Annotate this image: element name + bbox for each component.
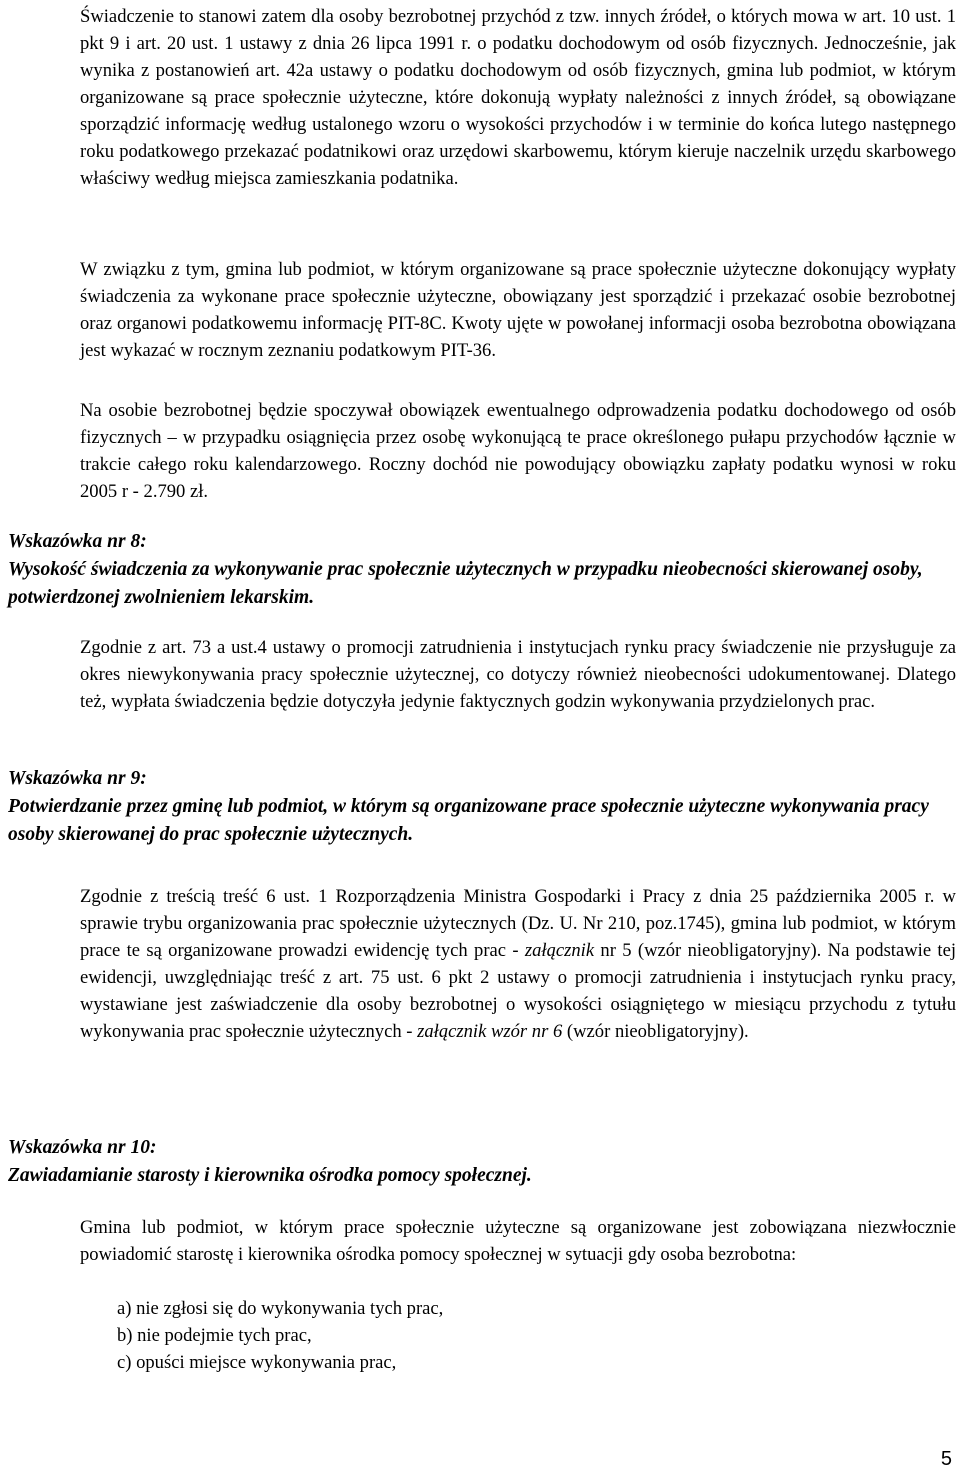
situation-list bbox=[117, 1295, 443, 1376]
paragraph-income-tax: Świadczenie to stanowi zatem dla osoby bezrobotnej przychód z tzw. innych źródeł, o których mowa w art. 10 ust. 1 pkt 9 i art. 20 ust. 1 ustawy z dnia 26 lipca 1991 r. o podatku dochodowym od osób fizycznych. Jednocześnie, jak wynika z postanowień art. 42a ustawy o podatku dochodowym od osób fizycznych, gmina lub podmiot, w którym organizowane są prace społecznie użyteczne, które dokonują wypłaty należności z innych źródeł, są obowiązane sporządzić informację według ustalonego wzoru o wysokości przychodów i w terminie do końca lutego następnego roku podatkowego przekazać podatnikowi oraz urzędowi skarbowemu, którym kieruje naczelnik urzędu skarbowego właściwy według miejsca zamieszkania podatnika. bbox=[80, 6, 956, 189]
records-text-3: (wzór nieobligatoryjny). bbox=[562, 1021, 749, 1042]
paragraph-pit-8c: W związku z tym, gmina lub podmiot, w którym organizowane są prace społecznie użyteczne dokonujący wypłaty świadczenia za wykonane prace społecznie użyteczne, obowiązany jest sporządzić i przekazać osobie bezrobotnej oraz organowi podatkowemu informację PIT-8C. Kwoty ujęte w powołanej informacji osoba bezrobotna obowiązana jest wykazać w rocznym zeznaniu podatkowym PIT-36. bbox=[80, 259, 956, 361]
hint-8-heading bbox=[8, 528, 956, 612]
attachment-6-ref: załącznik wzór nr 6 bbox=[417, 1021, 563, 1042]
paragraph-tax-obligation: Na osobie bezrobotnej będzie spoczywał obowiązek ewentualnego odprowadzenia podatku dochodowego od osób fizycznych – w przypadku osiągnięcia przez osobę wykonującą te prace określonego pułapu przychodów łącznie w trakcie całego roku kalendarzowego. Roczny dochód nie powodujący obowiązku zapłaty podatku wynosi w roku 2005 r - 2.790 zł. bbox=[80, 400, 956, 502]
list-item: c) opuści miejsce wykonywania prac, bbox=[117, 1352, 397, 1373]
hint-9-heading bbox=[8, 765, 956, 849]
hint-10-heading bbox=[8, 1134, 956, 1190]
page-number: 5 bbox=[940, 1448, 952, 1470]
records-text-2: nr 5 (wzór nieobligatoryjny). Na podstawie tej ewidencji, uwzględniając treść z art. 75 ust. 6 pkt 2 ustawy o promocji zatrudnienia i instytucjach rynku pracy, wystawiane jest zaświadczenie dla osoby bezrobotnej o wysokości osiągniętego w miesiącu przychodu z tytułu wykonywania prac społecznie użytecznych - bbox=[80, 940, 956, 1042]
hint-9-label: Wskazówka nr 9: bbox=[8, 768, 147, 789]
list-item: b) nie podejmie tych prac, bbox=[117, 1325, 312, 1346]
hint-10-title: Zawiadamianie starosty i kierownika ośrodka pomocy społecznej. bbox=[8, 1165, 532, 1186]
hint-9-title: Potwierdzanie przez gminę lub podmiot, w którym są organizowane prace społecznie użyteczne wykonywania pracy osoby skierowanej do prac społecznie użytecznych. bbox=[8, 796, 929, 845]
paragraph-absence: Zgodnie z art. 73 a ust.4 ustawy o promocji zatrudnienia i instytucjach rynku pracy świadczenie nie przysługuje za okres niewykonywania pracy społecznie użytecznej, co dotyczy również nieobecności udokumentowanej. Dlatego też, wypłata świadczenia będzie dotyczyła jedynie faktycznych godzin wykonywania przydzielonych prac. bbox=[80, 637, 956, 712]
hint-8-title: Wysokość świadczenia za wykonywanie prac społecznie użytecznych w przypadku nieobecności skierowanej osoby, potwierdzonej zwolnieniem lekarskim. bbox=[8, 559, 923, 608]
list-item: a) nie zgłosi się do wykonywania tych prac, bbox=[117, 1298, 444, 1319]
paragraph-records bbox=[80, 883, 956, 1045]
paragraph-notification: Gmina lub podmiot, w którym prace społecznie użyteczne są organizowane jest zobowiązana niezwłocznie powiadomić starostę i kierownika ośrodka pomocy społecznej w sytuacji gdy osoba bezrobotna: bbox=[80, 1217, 956, 1265]
hint-8-label: Wskazówka nr 8: bbox=[8, 531, 147, 552]
attachment-5-ref: załącznik bbox=[524, 940, 595, 961]
hint-10-label: Wskazówka nr 10: bbox=[8, 1137, 157, 1158]
records-text-1: Zgodnie z treścią treść 6 ust. 1 Rozporządzenia Ministra Gospodarki i Pracy z dnia 25 października 2005 r. w sprawie trybu organizowania prac społecznie użytecznych (Dz. U. Nr 210, poz.1745), gmina lub podmiot, w którym prace te są organizowane prowadzi ewidencję tych prac - bbox=[80, 886, 956, 961]
